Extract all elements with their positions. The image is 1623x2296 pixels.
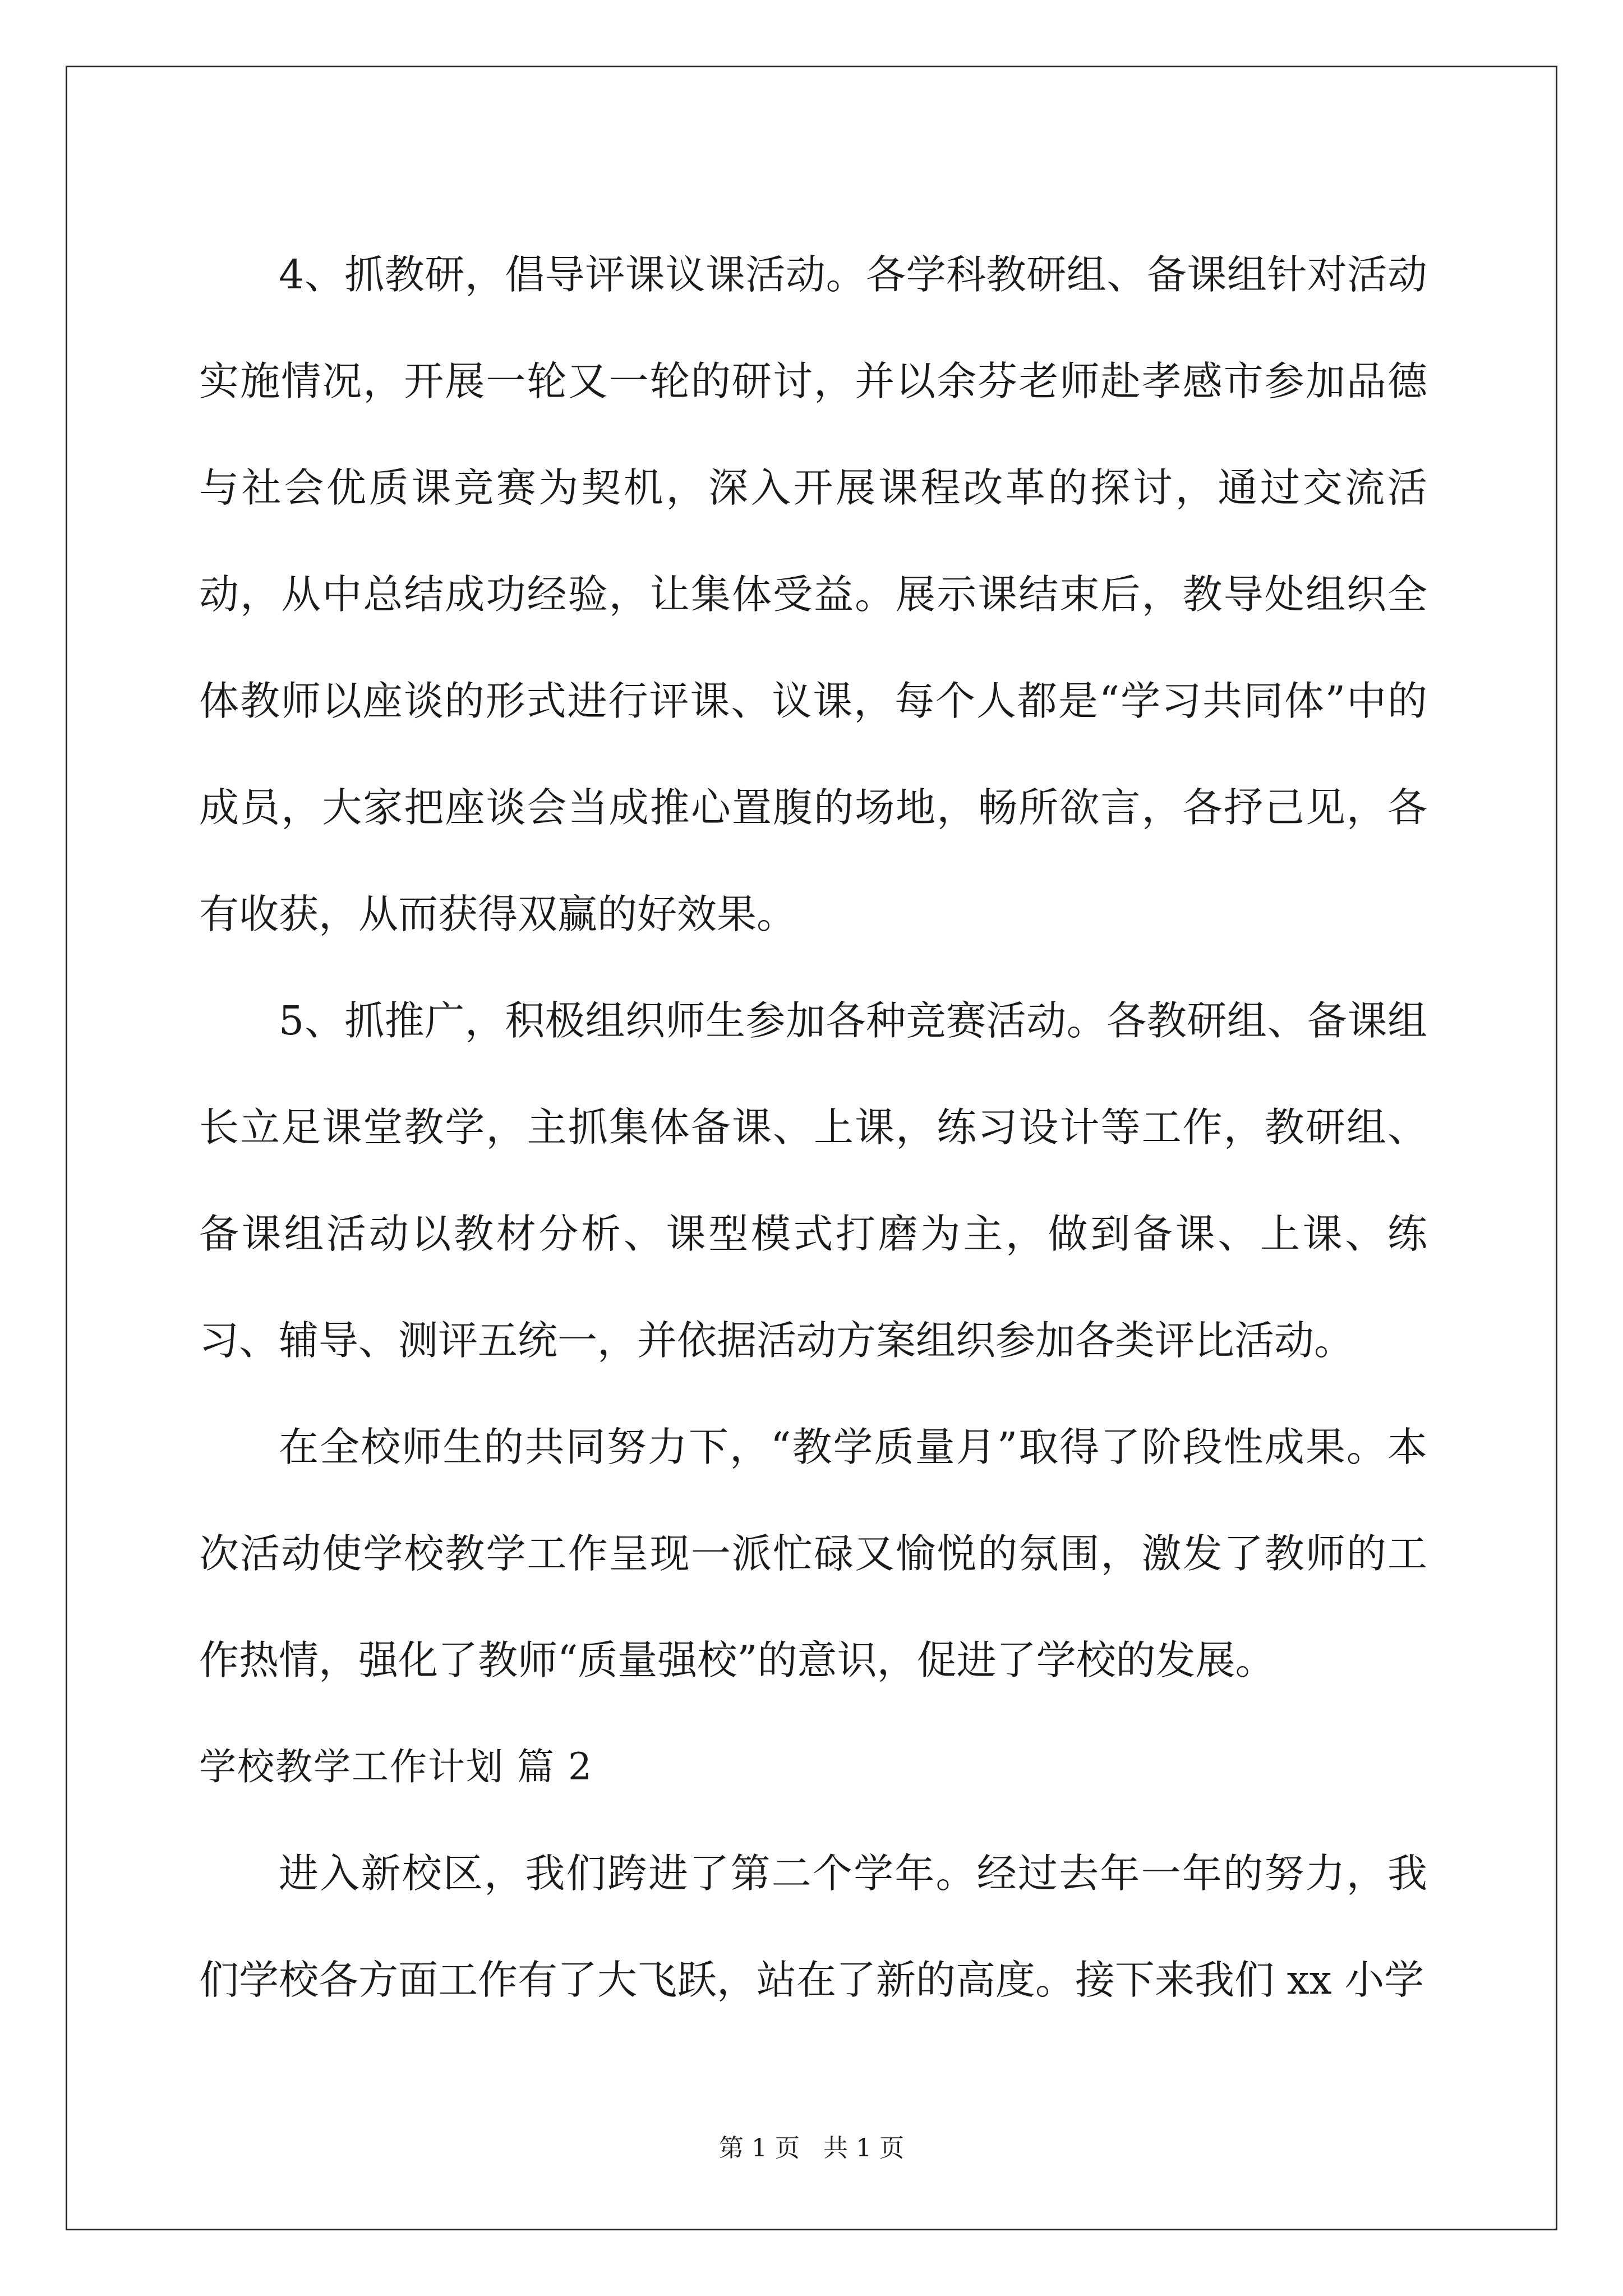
paragraph-item-5: 5、抓推广，积极组织师生参加各种竞赛活动。各教研组、备课组长立足课堂教学，主抓集体备课、上课，练习设计等工作，教研组、备课组活动以教材分析、课型模式打磨为主，做到备课、上课、练习、辅导、测评五统一，并依据活动方案组织参加各类评比活动。 (199, 997, 1427, 1364)
paragraph-intro: 进入新校区，我们跨进了第二个学年。经过去年一年的努力，我们学校各方面工作有了大飞跃，站在了新的高度。接下来我们 xx 小学 (199, 1850, 1427, 2003)
page-number: 第 1 页 (719, 2134, 800, 2162)
page-total: 共 1 页 (823, 2134, 904, 2162)
page-footer (0, 2132, 1623, 2165)
section-heading: 学校教学工作计划 篇 2 (199, 1745, 593, 1788)
paragraph-item-4: 4、抓教研，倡导评课议课活动。各学科教研组、备课组针对活动实施情况，开展一轮又一轮的研讨，并以余芬老师赴孝感市参加品德与社会优质课竞赛为契机，深入开展课程改革的探讨，通过交流活动，从中总结成功经验，让集体受益。展示课结束后，教导处组织全体教师以座谈的形式进行评课、议课，每个人都是“学习共同体”中的成员，大家把座谈会当成推心置腹的场地，畅所欲言，各抒己见，各有收获，从而获得双赢的好效果。 (199, 251, 1427, 937)
document-body (199, 222, 1427, 2033)
paragraph-summary: 在全校师生的共同努力下，“教学质量月”取得了阶段性成果。本次活动使学校教学工作呈现一派忙碌又愉悦的氛围，激发了教师的工作热情，强化了教师“质量强校”的意识，促进了学校的发展。 (199, 1424, 1427, 1683)
